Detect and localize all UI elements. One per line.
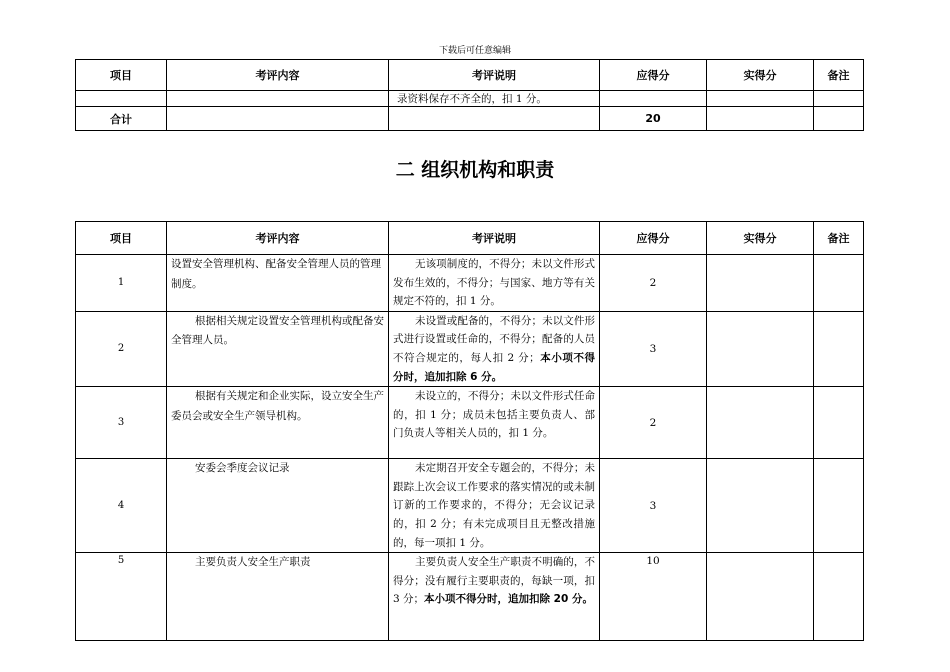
row-number: 5 [76,553,167,641]
description-text: 无该项制度的，不得分；未以文件形式发布生效的，不得分；与国家、地方等有关规定不符的，扣 1 分。 [393,258,595,308]
row-remarks [814,255,864,312]
row-content: 设置安全管理机构、配备安全管理人员的管理制度。 [167,255,389,312]
row-actual-score [707,311,814,386]
row-description [389,387,600,459]
row-actual-score [707,387,814,459]
row-content [167,311,389,386]
table-row [76,459,864,553]
col-header-item: 项目 [76,60,167,91]
description-penalty: 本小项不得分时，追加扣除 20 分。 [424,593,593,606]
score-table [75,221,864,641]
row-max-score: 2 [600,387,707,459]
header-row [76,60,864,91]
row-remarks [814,387,864,459]
table-row [76,387,864,459]
total-row [76,107,864,131]
row-max-score: 3 [600,311,707,386]
row-number: 2 [76,311,167,386]
row-content [167,387,389,459]
description-text: 主要负责人安全生产职责不明确的，不得分；没有履行主要职责的，每缺一项，扣 3 分； [393,556,595,606]
description-text: 未设立的，不得分；未以文件形式任命的，扣 1 分；成员未包括主要负责人、部门负责人等相关人员的，扣 1 分。 [393,390,595,440]
row-content [167,459,389,553]
row-description [389,311,600,386]
content-text: 根据有关规定和企业实际，设立安全生产委员会或安全生产领导机构。 [171,390,384,422]
row-number: 1 [76,255,167,312]
content-text: 主要负责人安全生产职责 [195,556,311,569]
col-header-max-score: 应得分 [600,222,707,255]
col-header-actual-score: 实得分 [707,60,814,91]
description-text: 未设置或配备的，不得分；未以文件形式进行设置或任命的，不得分；配备的人员不符合规定的，每人扣 2 分； [393,314,595,364]
row-remarks [814,553,864,641]
table-row [76,311,864,386]
row-remarks [814,311,864,386]
table-row [76,255,864,312]
row-number: 3 [76,387,167,459]
row-max-score: 3 [600,459,707,553]
section-title: 二 组织机构和职责 [395,159,555,181]
cont-description: 录资料保存不齐全的，扣 1 分。 [389,91,600,107]
row-remarks [814,459,864,553]
table-row [76,553,864,641]
row-max-score: 2 [600,255,707,312]
content-text: 安委会季度会议记录 [195,462,290,475]
total-score: 20 [600,107,707,131]
content-text: 根据相关规定设置安全管理机构或配备安全管理人员。 [171,314,384,347]
watermark: 下载后可任意编辑 [438,46,511,56]
col-header-item: 项目 [76,222,167,255]
row-content [167,553,389,641]
col-header-content: 考评内容 [167,60,389,91]
row-max-score: 10 [600,553,707,641]
table-row [76,91,864,107]
col-header-description: 考评说明 [389,60,600,91]
col-header-actual-score: 实得分 [707,222,814,255]
score-table-continued [75,59,864,131]
description-penalty: 本小项不得分时，追加扣除 6 分。 [393,351,596,383]
col-header-description: 考评说明 [389,222,600,255]
col-header-remarks: 备注 [814,222,864,255]
row-actual-score [707,459,814,553]
header-row [76,222,864,255]
row-number: 4 [76,459,167,553]
col-header-remarks: 备注 [814,60,864,91]
row-description [389,553,600,641]
row-description [389,459,600,553]
row-actual-score [707,255,814,312]
row-description [389,255,600,312]
col-header-content: 考评内容 [167,222,389,255]
description-text: 未定期召开安全专题会的，不得分；未跟踪上次会议工作要求的落实情况的或未制订新的工作要求的，不得分；无会议记录的，扣 2 分；有未完成项目且无整改措施的，每一项扣 1 分。 [393,462,595,549]
total-label: 合计 [76,107,167,131]
col-header-max-score: 应得分 [600,60,707,91]
row-actual-score [707,553,814,641]
